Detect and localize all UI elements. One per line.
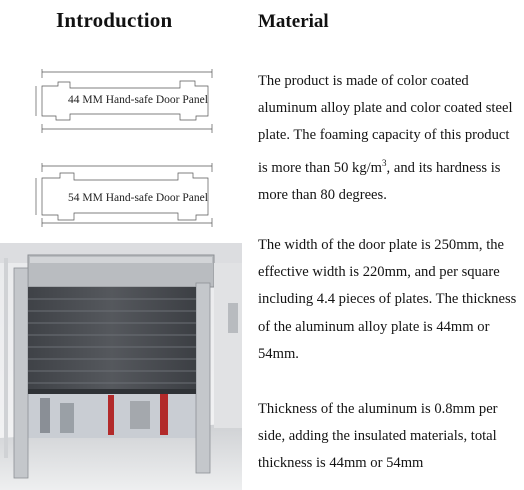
material-paragraph-1 [258, 68, 520, 209]
door-panel-44mm-drawing [30, 66, 220, 136]
panel-44mm-label: 44 MM Hand-safe Door Panel [68, 94, 208, 106]
door-photo [0, 243, 242, 490]
panel-54mm-label: 54 MM Hand-safe Door Panel [68, 192, 208, 204]
door-panel-54mm-drawing [30, 160, 220, 230]
material-paragraph-3: Thickness of the aluminum is 0.8mm per side, adding the insulated materials, total thickness is 44mm or 54mm [258, 401, 498, 472]
material-paragraph-2: The width of the door plate is 250mm, the effective width is 220mm, and per square including 4.4 pieces of plates. The thickness of the aluminum alloy plate is 44mm or 54mm. [258, 237, 517, 362]
material-heading: Material [258, 11, 329, 32]
p1-text-a: The product is made of color coated aluminum alloy plate and color coated steel plate. The foaming capacity of this product is more than 50 kg/m [258, 73, 513, 176]
p1-text-b: , and its hardness is more than 80 degrees. [258, 159, 501, 203]
rolling-door-image [0, 243, 242, 490]
p1-superscript: 3 [382, 157, 387, 168]
introduction-heading: Introduction [56, 8, 173, 32]
